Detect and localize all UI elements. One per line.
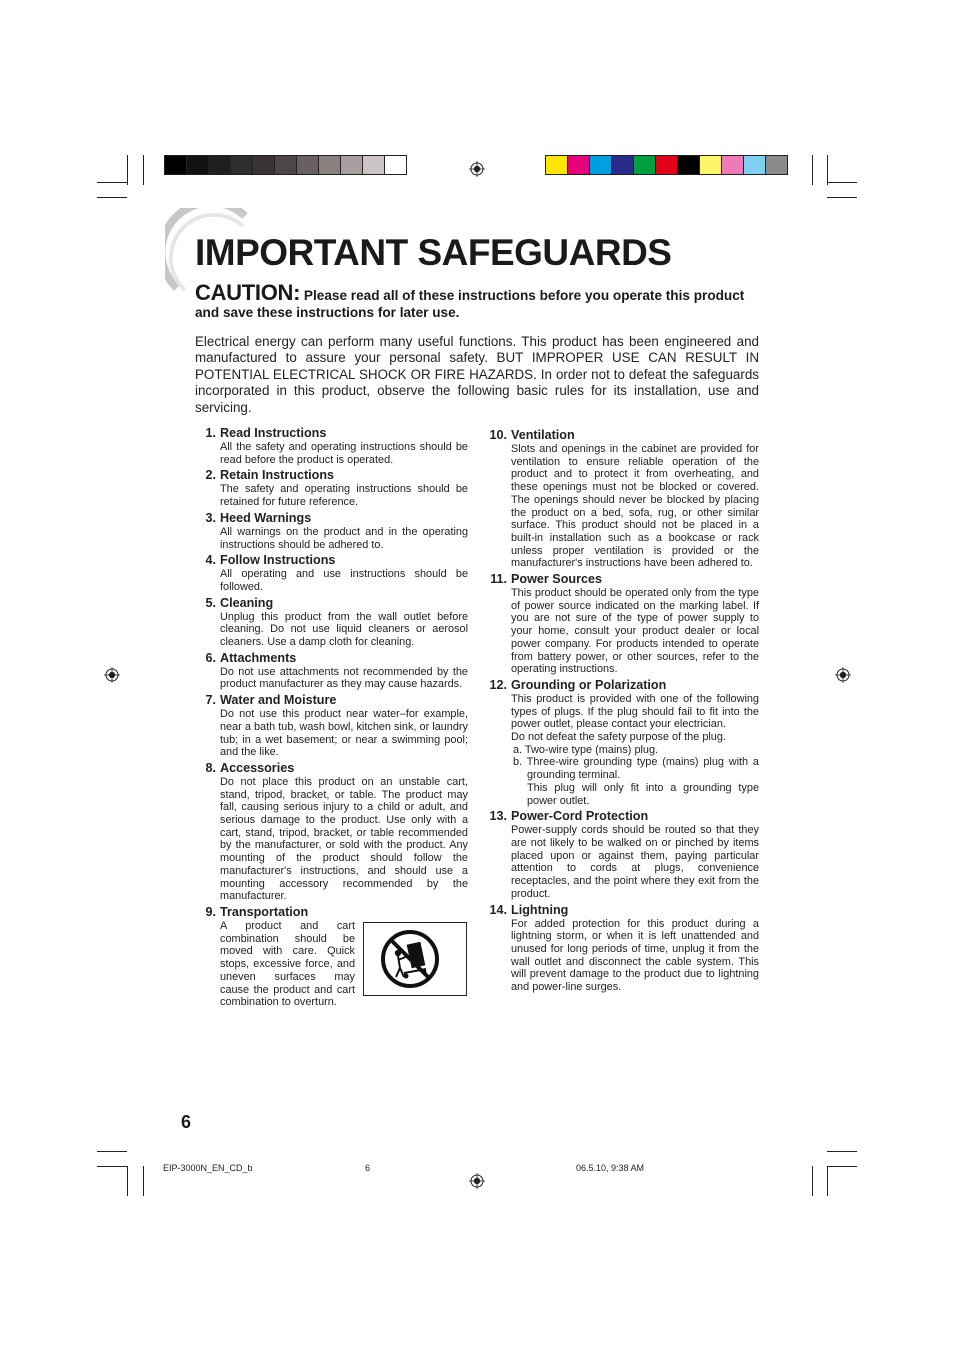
color-swatch xyxy=(318,155,341,175)
color-swatch xyxy=(296,155,319,175)
item-title: Accessories xyxy=(220,760,295,775)
safeguard-item xyxy=(489,902,759,994)
item-text: All the safety and operating instructions should be read before the product is operated. xyxy=(220,441,468,466)
page-number: 6 xyxy=(181,1112,192,1132)
item-number: 8. xyxy=(205,760,216,775)
item-subpoint: This plug will only fit into a grounding type power outlet. xyxy=(527,781,759,807)
color-swatch xyxy=(164,155,187,175)
color-swatch xyxy=(721,155,744,175)
item-text: The safety and operating instructions should be retained for future reference. xyxy=(220,483,468,509)
crop-mark xyxy=(127,1166,128,1196)
item-title: Cleaning xyxy=(220,595,274,610)
safeguard-item xyxy=(205,595,468,649)
safeguard-heading xyxy=(489,809,759,824)
safeguards-column-right xyxy=(489,426,759,994)
item-title: Grounding or Polarization xyxy=(511,677,667,692)
item-text: Slots and openings in the cabinet are provided for ventilation to ensure reliable operation of the product and to protect it from overheating, and these openings must not be blocked or covered. The openings should never be blocked by placing the product on a bed, sofa, rug, or other similar surface. This product should not be placed in a built-in installation such as a bookcase or rack unless proper ventilation is provided or the manufacturer's instructions have been adhered to. xyxy=(511,443,759,570)
color-swatch xyxy=(274,155,297,175)
item-text: For added protection for this product during a lightning storm, or when it is left unattended and unused for long periods of time, unplug it from the wall outlet and disconnect the cable system. This will prevent damage to the product due to lightning and power-line surges. xyxy=(511,917,759,994)
safeguard-heading xyxy=(205,693,468,708)
safeguard-heading xyxy=(205,553,468,568)
safeguard-item xyxy=(205,468,468,509)
footer-filename: EIP-3000N_EN_CD_b xyxy=(163,1163,253,1173)
crop-mark xyxy=(827,1166,828,1196)
item-title: Read Instructions xyxy=(220,426,327,440)
caution-label: CAUTION: xyxy=(195,280,301,305)
color-swatch xyxy=(611,155,634,175)
item-text: All warnings on the product and in the operating instructions should be adhered to. xyxy=(220,525,468,551)
crop-mark xyxy=(827,197,857,198)
item-title: Power Sources xyxy=(511,572,602,587)
item-number: 1. xyxy=(205,426,216,440)
safeguard-heading xyxy=(489,428,759,443)
item-text: This product should be operated only from the type of power source indicated on the marking label. If you are not sure of the type of power supply to your home, consult your product dealer or local power company. For products intended to operate from battery power, or other sources, refer to the operating instructions. xyxy=(511,587,759,676)
color-swatch xyxy=(743,155,766,175)
item-number: 14. xyxy=(489,902,507,917)
item-number: 10. xyxy=(489,428,507,442)
safeguard-heading xyxy=(205,468,468,483)
crop-mark xyxy=(143,1166,144,1196)
safeguard-item xyxy=(205,760,468,903)
safeguard-heading xyxy=(489,902,759,918)
item-text: This product is provided with one of the following types of plugs. If the plug should fail to fit into the power outlet, please contact your electrician. xyxy=(511,692,759,731)
safeguard-heading xyxy=(489,677,759,693)
item-text: Do not defeat the safety purpose of the plug. xyxy=(511,731,726,744)
safeguard-heading xyxy=(205,760,468,776)
item-number: 12. xyxy=(489,677,507,692)
page-title: IMPORTANT SAFEGUARDS xyxy=(195,232,672,273)
color-swatch xyxy=(567,155,590,175)
item-number: 6. xyxy=(205,650,216,665)
crop-mark xyxy=(827,1151,857,1152)
color-swatch xyxy=(384,155,407,175)
safeguard-item xyxy=(205,693,468,759)
item-title: Attachments xyxy=(220,650,297,665)
item-number: 4. xyxy=(205,553,216,568)
item-title: Lightning xyxy=(511,902,569,917)
safeguard-heading xyxy=(490,572,759,587)
color-swatch xyxy=(677,155,700,175)
safeguard-heading xyxy=(205,426,468,441)
color-swatch xyxy=(362,155,385,175)
color-swatch xyxy=(589,155,612,175)
item-number: 9. xyxy=(205,904,216,919)
cart-tipover-icon xyxy=(364,923,468,997)
item-text: Do not use this product near water–for example, near a bath tub, wash bowl, kitchen sink, or laundry tub; in a wet basement; or near a swimming pool; and the like. xyxy=(220,708,468,759)
safeguard-heading xyxy=(205,595,468,611)
item-number: 7. xyxy=(205,693,216,708)
item-text: Do not use attachments not recommended by the product manufacturer as they may cause hazards. xyxy=(220,665,468,691)
color-swatch xyxy=(208,155,231,175)
safeguard-heading xyxy=(205,650,468,666)
item-text: All operating and use instructions should be followed. xyxy=(220,568,468,593)
safeguard-item xyxy=(489,677,759,807)
safeguard-item xyxy=(205,650,468,691)
crop-mark xyxy=(97,1166,127,1167)
crop-mark xyxy=(827,1166,857,1167)
item-subpoint: a. Two-wire type (mains) plug. xyxy=(513,743,659,756)
item-number: 5. xyxy=(205,595,216,610)
item-title: Ventilation xyxy=(511,428,575,442)
item-title: Transportation xyxy=(220,904,309,919)
item-number: 11. xyxy=(490,572,507,587)
crop-mark xyxy=(812,155,813,185)
color-swatch xyxy=(252,155,275,175)
footer-date: 06.5.10, 9:38 AM xyxy=(576,1163,645,1173)
color-swatch xyxy=(655,155,678,175)
intro-paragraph: Electrical energy can perform many useful functions. This product has been engineered and manufactured to assure your personal safety. BUT IMPROPER USE CAN RESULT IN POTENTIAL ELECTRICAL SHOCK OR FIRE HAZARDS. In order not to defeat the safeguards incorporated in this product, observe the following basic rules for its installation, use and servicing. xyxy=(195,334,759,415)
safeguard-item xyxy=(489,809,759,900)
color-swatch xyxy=(765,155,788,175)
crop-mark xyxy=(143,155,144,185)
crop-mark xyxy=(812,1166,813,1196)
item-title: Power-Cord Protection xyxy=(511,809,649,824)
crop-mark xyxy=(827,155,828,185)
item-title: Retain Instructions xyxy=(220,468,335,483)
caution-notice xyxy=(195,280,765,321)
crop-mark xyxy=(97,1151,127,1152)
safeguard-item xyxy=(205,553,468,593)
safeguard-item xyxy=(205,426,468,466)
item-text: A product and cart combination should be moved with care. Quick stops, excessive force, and uneven surfaces may cause the product and cart combination to overturn. xyxy=(220,919,355,1009)
crop-mark xyxy=(127,155,128,185)
crop-mark xyxy=(97,197,127,198)
caution-text: Please read all of these instructions before you operate this product and save these instructions for later use. xyxy=(195,288,745,320)
color-swatch xyxy=(545,155,568,175)
color-swatch xyxy=(340,155,363,175)
cart-warning-illustration xyxy=(363,922,467,996)
item-text: Power-supply cords should be routed so that they are not likely to be walked on or pinched by items placed upon or against them, paying particular attention to cords at plugs, convenience receptacles, and the point where they exit from the product. xyxy=(511,824,759,900)
color-swatch xyxy=(699,155,722,175)
color-swatch xyxy=(633,155,656,175)
safeguard-item xyxy=(489,428,759,570)
color-swatch xyxy=(186,155,209,175)
crop-mark xyxy=(827,182,857,183)
color-swatch xyxy=(230,155,253,175)
item-text: Do not place this product on an unstable cart, stand, tripod, bracket, or table. The product may fall, causing serious injury to a child or adult, and serious damage to the product. Use only with a cart, stand, tripod, bracket, or table recommended by the manufacturer, or sold with the product. Any mounting of the product should follow the manufacturer's instructions, and should use a mounting accessory recommended by the manufacturer. xyxy=(220,775,468,903)
item-number: 3. xyxy=(205,510,216,525)
item-title: Water and Moisture xyxy=(220,693,337,708)
registration-mark-icon xyxy=(835,667,851,683)
footer-page: 6 xyxy=(365,1163,371,1173)
registration-mark-icon xyxy=(104,667,120,683)
registration-mark-icon xyxy=(469,1173,485,1189)
item-text: Unplug this product from the wall outlet before cleaning. Do not use liquid cleaners or aerosol cleaners. Use a damp cloth for cleaning. xyxy=(220,610,468,649)
item-title: Follow Instructions xyxy=(220,553,336,568)
registration-mark-icon xyxy=(469,161,485,177)
item-number: 13. xyxy=(489,809,507,824)
safeguard-heading xyxy=(205,510,468,526)
safeguard-item xyxy=(490,572,759,676)
item-title: Heed Warnings xyxy=(220,510,312,525)
item-number: 2. xyxy=(205,468,216,483)
item-subpoint: b. Three-wire grounding type (mains) plug with a grounding terminal. xyxy=(513,756,759,782)
safeguard-heading xyxy=(205,904,468,920)
safeguard-item xyxy=(205,510,468,551)
crop-mark xyxy=(97,182,127,183)
